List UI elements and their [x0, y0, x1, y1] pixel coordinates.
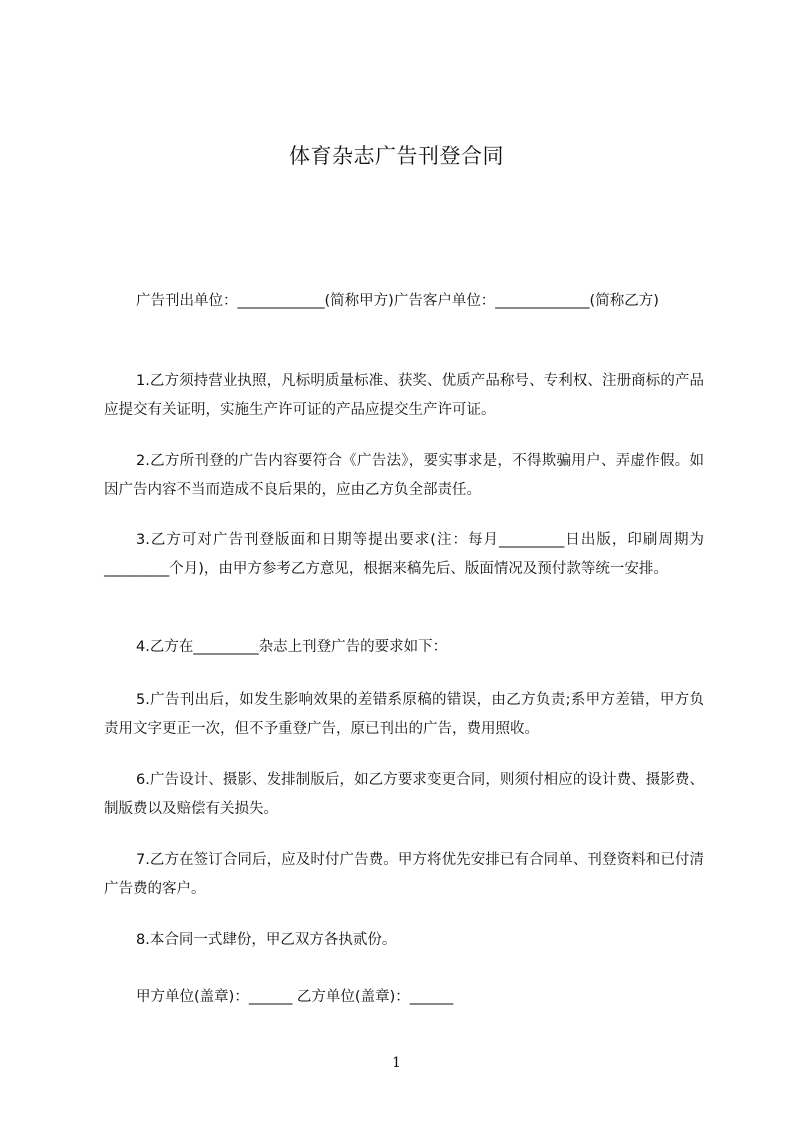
clause-text: 6.广告设计、摄影、发排制版后，如乙方要求变更合同，则须付相应的设计费、摄影费、制版费以及赔偿有关损失。 [104, 772, 704, 817]
clause-2 [104, 447, 704, 505]
clause-text: 5.广告刊出后，如发生影响效果的差错系原稿的错误，由乙方负责;系甲方差错，甲方负责用文字更正一次，但不予重登广告，原已刊出的广告，费用照收。 [104, 692, 704, 737]
clause-text: 8.本合同一式肆份，甲乙双方各执贰份。 [136, 932, 397, 948]
intro-paragraph [104, 287, 704, 316]
clause-3 [104, 526, 704, 584]
clause-text: 3.乙方可对广告刊登版面和日期等提出要求(注：每月_________日出版，印刷周期为_________个月)，由甲方参考乙方意见，根据来稿先后、版面情况及预付款等统一安排。 [104, 532, 704, 577]
page-number: 1 [392, 1055, 401, 1071]
clause-4 [104, 633, 704, 662]
clause-5 [104, 686, 704, 744]
signature-line: 甲方单位(盖章)：______ 乙方单位(盖章)：______ [136, 989, 454, 1005]
intro-text: 广告刊出单位：____________(简称甲方)广告客户单位：_____________(简称乙方) [136, 293, 659, 309]
clause-1 [104, 367, 704, 425]
document-title: 体育杂志广告刊登合同 [289, 144, 504, 168]
clause-6 [104, 766, 704, 824]
clause-7 [104, 846, 704, 904]
clause-8 [104, 926, 704, 955]
clause-text: 7.乙方在签订合同后，应及时付广告费。甲方将优先安排已有合同单、刊登资料和已付清广告费的客户。 [104, 852, 704, 897]
clause-text: 4.乙方在_________杂志上刊登广告的要求如下： [136, 639, 448, 655]
clause-text: 1.乙方须持营业执照，凡标明质量标准、获奖、优质产品称号、专利权、注册商标的产品应提交有关证明，实施生产许可证的产品应提交生产许可证。 [104, 373, 704, 418]
clause-text: 2.乙方所刊登的广告内容要符合《广告法》，要实事求是，不得欺骗用户、弄虚作假。如因广告内容不当而造成不良后果的，应由乙方负全部责任。 [104, 453, 704, 498]
